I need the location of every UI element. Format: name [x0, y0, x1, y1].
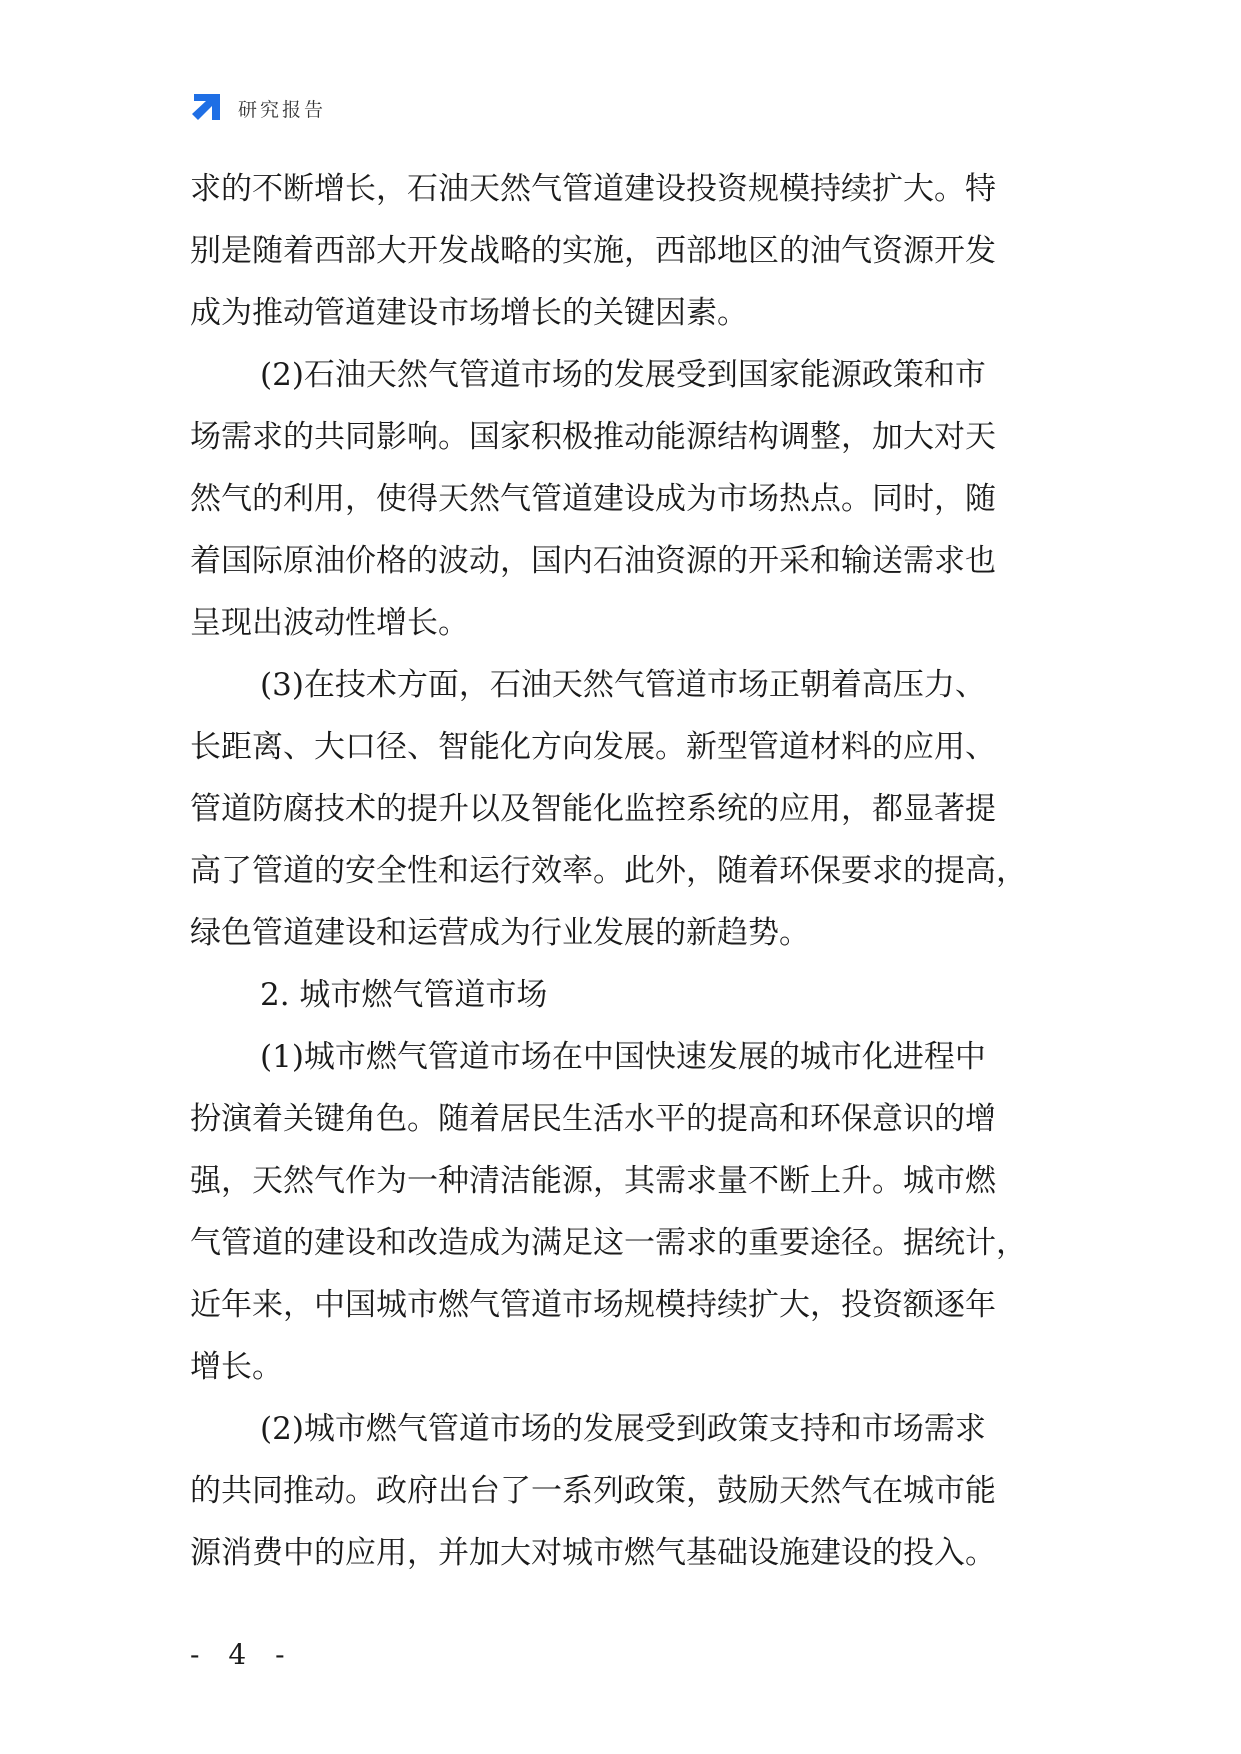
paragraph-line: (1)城市燃气管道市场在中国快速发展的城市化进程中: [260, 1039, 986, 1075]
paragraph-line: 的共同推动。政府出台了一系列政策，鼓励天然气在城市能: [190, 1473, 996, 1509]
diagonal-arrow-logo-icon: [188, 90, 224, 126]
paragraph-line: 场需求的共同影响。国家积极推动能源结构调整，加大对天: [190, 419, 996, 455]
paragraph-line: (2)城市燃气管道市场的发展受到政策支持和市场需求: [260, 1411, 986, 1447]
paragraph-line: 气管道的建设和改造成为满足这一需求的重要途径。据统计，: [190, 1225, 1027, 1261]
paragraph-1: [190, 158, 1070, 344]
paragraph-line: 管道防腐技术的提升以及智能化监控系统的应用，都显著提: [190, 791, 996, 827]
paragraph-line: 求的不断增长，石油天然气管道建设投资规模持续扩大。特: [190, 171, 996, 207]
paragraph-line: 扮演着关键角色。随着居民生活水平的提高和环保意识的增: [190, 1101, 996, 1137]
paragraph-line: 源消费中的应用，并加大对城市燃气基础设施建设的投入。: [190, 1535, 996, 1571]
paragraph-3: [190, 654, 1070, 964]
page-number: - 4 -: [190, 1638, 295, 1671]
paragraph-line: 高了管道的安全性和运行效率。此外，随着环保要求的提高，: [190, 853, 1027, 889]
paragraph-5: [190, 1398, 1070, 1584]
paragraph-2: [190, 344, 1070, 654]
paragraph-line: (2)石油天然气管道市场的发展受到国家能源政策和市: [260, 357, 986, 393]
header-title: 研究报告: [238, 98, 327, 121]
paragraph-line: 绿色管道建设和运营成为行业发展的新趋势。: [190, 915, 810, 951]
paragraph-line: 增长。: [190, 1349, 283, 1385]
section-heading: 2. 城市燃气管道市场: [260, 977, 548, 1013]
paragraph-line: 别是随着西部大开发战略的实施，西部地区的油气资源开发: [190, 233, 996, 269]
paragraph-line: 成为推动管道建设市场增长的关键因素。: [190, 295, 748, 331]
page-header: [188, 88, 326, 128]
paragraph-4: [190, 1026, 1070, 1398]
paragraph-line: 长距离、大口径、智能化方向发展。新型管道材料的应用、: [190, 729, 996, 765]
paragraph-line: 近年来，中国城市燃气管道市场规模持续扩大，投资额逐年: [190, 1287, 996, 1323]
document-body: [190, 158, 1070, 1584]
paragraph-line: 然气的利用，使得天然气管道建设成为市场热点。同时，随: [190, 481, 996, 517]
paragraph-line: 强，天然气作为一种清洁能源，其需求量不断上升。城市燃: [190, 1163, 996, 1199]
paragraph-line: 着国际原油价格的波动，国内石油资源的开采和输送需求也: [190, 543, 996, 579]
paragraph-line: 呈现出波动性增长。: [190, 605, 469, 641]
paragraph-line: (3)在技术方面，石油天然气管道市场正朝着高压力、: [260, 667, 986, 703]
